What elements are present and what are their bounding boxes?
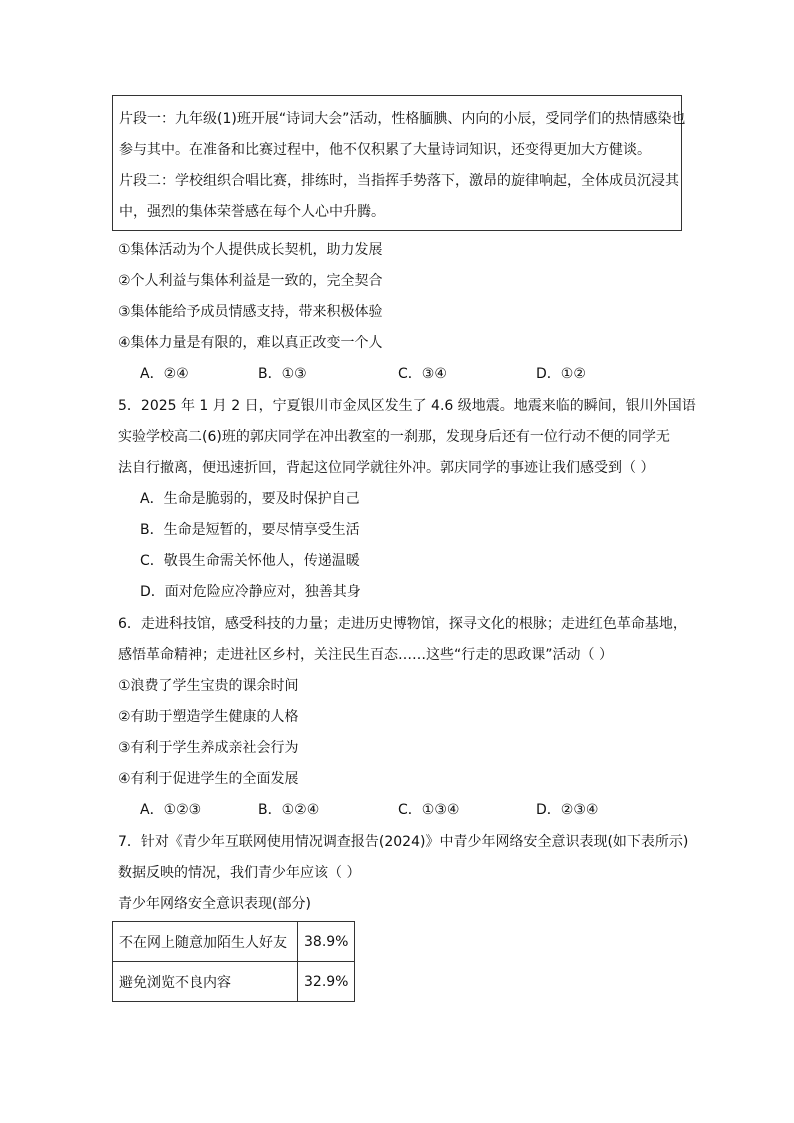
statement: ②个人利益与集体利益是一致的，完全契合 (118, 273, 383, 289)
question-stem: 法自行撤离，便迅速折回，背起这位同学就往外冲。郭庆同学的事迹让我们感受到（ ） (118, 460, 655, 476)
statement: ②有助于塑造学生健康的人格 (118, 709, 299, 725)
passage-line: 参与其中。在准备和比赛过程中，他不仅积累了大量诗词知识，还变得更加大方健谈。 (119, 142, 651, 158)
option: A．①②③ (140, 802, 202, 818)
option: D．面对危险应冷静应对，独善其身 (140, 584, 361, 600)
passage-line: 中，强烈的集体荣誉感在每个人心中升腾。 (119, 204, 385, 220)
statement: ①集体活动为个人提供成长契机，助力发展 (118, 242, 383, 258)
question-stem: 实验学校高二(6)班的郭庆同学在冲出教室的一刹那，发现身后还有一位行动不便的同学无 (118, 429, 670, 445)
passage-line: 片段二：学校组织合唱比赛，排练时，当指挥手势落下，激昂的旋律响起，全体成员沉浸其 (119, 173, 679, 189)
question-stem: 5．2025 年 1 月 2 日，宁夏银川市金凤区发生了 4.6 级地震。地震来临的瞬间，银川外国语 (118, 398, 696, 414)
statement: ③集体能给予成员情感支持，带来积极体验 (118, 304, 383, 320)
option: C．①③④ (398, 802, 460, 818)
passage-box (112, 95, 686, 231)
option: C．③④ (398, 366, 447, 382)
question-stem: 7．针对《青少年互联网使用情况调查报告(2024)》中青少年网络安全意识表现(如下表所示) (118, 834, 689, 850)
option: C．敬畏生命需关怀他人，传递温暖 (140, 553, 360, 569)
option: A．生命是脆弱的，要及时保护自己 (140, 491, 360, 507)
question-stem: 感悟革命精神；走进社区乡村，关注民生百态……这些“行走的思政课”活动（ ） (118, 647, 613, 663)
statement: ④有利于促进学生的全面发展 (118, 771, 299, 787)
option: D．②③④ (536, 802, 599, 818)
table-cell-value: 38.9% (298, 922, 355, 962)
option: B．①②④ (258, 802, 320, 818)
statement: ①浪费了学生宝贵的课余时间 (118, 678, 299, 694)
statement: ③有利于学生养成亲社会行为 (118, 740, 299, 756)
option: D．①② (536, 366, 586, 382)
option: B．①③ (258, 366, 307, 382)
statement: ④集体力量是有限的，难以真正改变一个人 (118, 335, 383, 351)
table-title: 青少年网络安全意识表现(部分) (118, 896, 311, 912)
table-cell-label: 不在网上随意加陌生人好友 (113, 922, 298, 962)
option: B．生命是短暂的，要尽情享受生活 (140, 522, 360, 538)
table-row (113, 922, 355, 962)
table-cell-value: 32.9% (298, 962, 355, 1002)
question-stem: 数据反映的情况，我们青少年应该（ ） (118, 865, 361, 881)
table-cell-label: 避免浏览不良内容 (113, 962, 298, 1002)
survey-table (112, 921, 355, 1002)
table-row (113, 962, 355, 1002)
question-stem: 6．走进科技馆，感受科技的力量；走进历史博物馆，探寻文化的根脉；走进红色革命基地， (118, 616, 687, 632)
passage-line: 片段一：九年级(1)班开展“诗词大会”活动，性格腼腆、内向的小辰，受同学们的热情感染也 (119, 111, 686, 127)
option: A．②④ (140, 366, 189, 382)
